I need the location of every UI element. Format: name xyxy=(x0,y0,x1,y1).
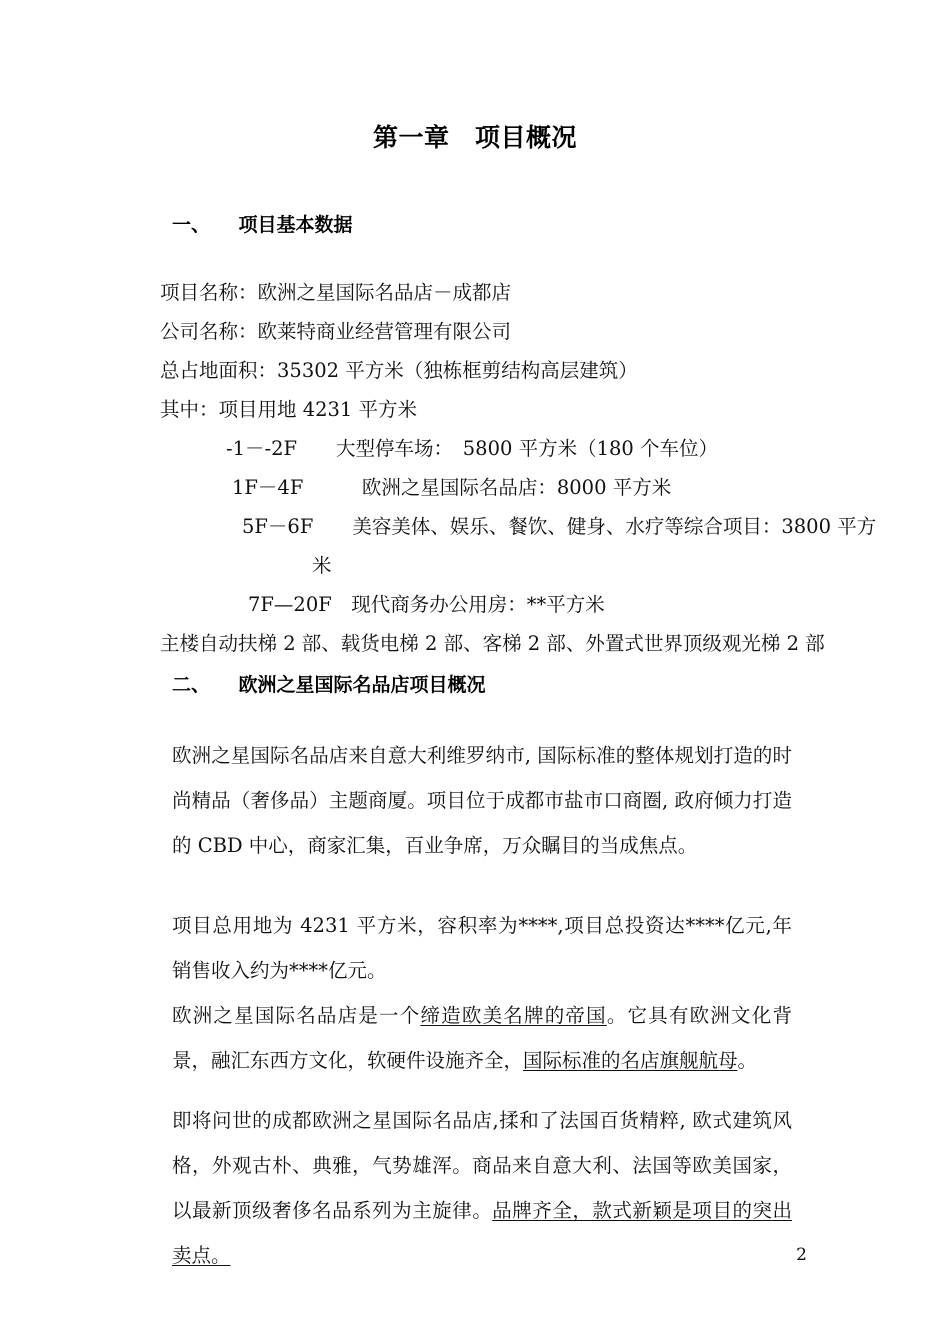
page-number: 2 xyxy=(796,1245,807,1265)
data-line-floor-1f-4f: 1F－4F 欧洲之星国际名品店：8000 平方米 xyxy=(232,476,672,499)
paragraph-empire-part1: 欧洲之星国际名品店是一个 xyxy=(172,1004,421,1027)
data-line-floor-5f-6f: 5F－6F 美容美体、娱乐、餐饮、健身、水疗等综合项目：3800 平方 xyxy=(242,515,877,538)
data-line-total-area: 总占地面积：35302 平方米（独栋框剪结构高层建筑） xyxy=(160,359,638,382)
paragraph-empire-part2: 。它具有欧洲文化背景，融汇东西方文化，软硬件设施齐全， xyxy=(172,1004,792,1072)
paragraph-selling-points-part1: 即将问世的成都欧洲之星国际名品店,揉和了法国百货精粹, 欧式建筑风格，外观古朴、典雅，气势雄浑。商品来自意大利、法国等欧美国家，以最新顶级奢侈名品系列为主旋律。 xyxy=(172,1109,792,1222)
paragraph-selling-points xyxy=(172,1098,792,1278)
paragraph-empire-underline1: 缔造欧美名牌的帝国 xyxy=(420,1004,607,1027)
paragraph-empire xyxy=(172,993,792,1083)
paragraph-overview: 欧洲之星国际名品店来自意大利维罗纳市, 国际标准的整体规划打造的时尚精品（奢侈品）主题商厦。项目位于成都市盐市口商圈, 政府倾力打造的 CBD 中心，商家汇集，百业争席，万众瞩目的当成焦点。 xyxy=(172,744,792,857)
paragraph-empire-part3: 。 xyxy=(737,1049,758,1072)
paragraph-empire-underline2: 国际标准的名店旗舰航母 xyxy=(523,1049,738,1072)
section-heading-one: 一、 项目基本数据 xyxy=(172,214,353,236)
paragraph-selling-points-underline1: 品牌齐全，款式新颖是项目的突出卖点。 xyxy=(172,1199,792,1267)
data-line-company-name: 公司名称：欧莱特商业经营管理有限公司 xyxy=(160,320,512,343)
data-line-elevators: 主楼自动扶梯 2 部、载货电梯 2 部、客梯 2 部、外置式世界顶级观光梯 2 部 xyxy=(160,632,825,655)
data-line-floor-7f-20f: 7F—20F 现代商务办公用房：**平方米 xyxy=(248,593,605,616)
paragraph-investment: 项目总用地为 4231 平方米，容积率为****,项目总投资达****亿元,年销售收入约为****亿元。 xyxy=(172,914,792,982)
data-line-project-land: 其中：项目用地 4231 平方米 xyxy=(160,398,418,421)
section-heading-two: 二、 欧洲之星国际名品店项目概况 xyxy=(172,674,486,696)
data-line-floor-5f-6f-cont: 米 xyxy=(312,554,332,577)
data-line-project-name: 项目名称：欧洲之星国际名品店－成都店 xyxy=(160,281,512,304)
project-basic-data-list xyxy=(160,273,877,663)
chapter-title: 第一章 项目概况 xyxy=(372,123,577,152)
data-line-floor-b1-b2: -1－-2F 大型停车场： 5800 平方米（180 个车位） xyxy=(226,437,719,460)
